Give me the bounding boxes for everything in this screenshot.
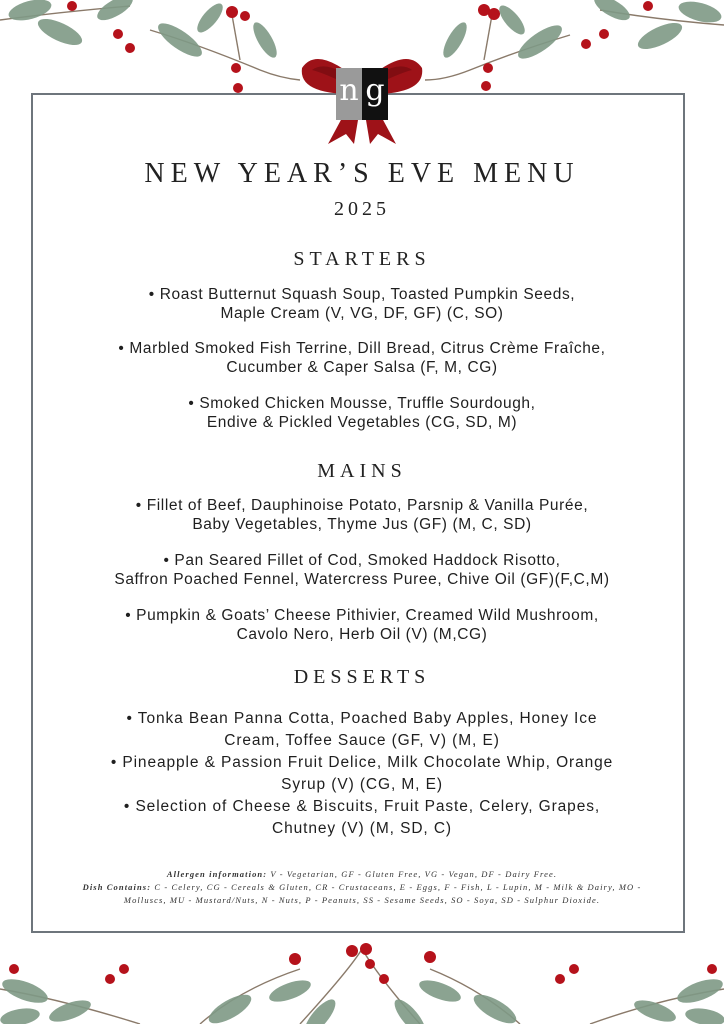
desserts-heading: DESSERTS [293,666,431,688]
allergen-information [60,868,664,907]
dessert-item [60,708,664,752]
item-line: Syrup (V) (CG, M, E) [281,776,443,793]
main-item [60,606,664,644]
dish-contains-text: C - Celery, CG - Cereals & Gluten, CR - Crustaceans, E - Eggs, F - Fish, L - Lupin, M - Milk & Dairy, MO - Molluscs, MU - Mustard/Nuts, N - Nuts, P - Peanuts, SS - Sesame Seeds, SO - Soya, SD - Sulphur Dioxide. [123,882,642,905]
starter-item [60,339,664,377]
main-item [60,496,664,534]
menu-title: NEW YEAR’S EVE MENU [144,158,580,189]
logo-letter-g: g [362,68,388,120]
dish-contains-line [60,881,664,907]
item-line: Baby Vegetables, Thyme Jus (GF) (M, C, SD) [192,516,532,533]
starters-heading: STARTERS [293,248,431,270]
item-line: Cavolo Nero, Herb Oil (V) (M,CG) [236,626,488,643]
ng-logo [336,68,388,120]
item-line: • Selection of Cheese & Biscuits, Fruit Paste, Celery, Grapes, [123,798,601,815]
item-line: Chutney (V) (M, SD, C) [272,820,452,837]
item-line: • Marbled Smoked Fish Terrine, Dill Bread, Citrus Crème Fraîche, [118,340,606,357]
item-line: Saffron Poached Fennel, Watercress Puree, Chive Oil (GF)(F,C,M) [114,571,610,588]
starter-item [60,285,664,323]
dessert-item [60,796,664,840]
item-line: Endive & Pickled Vegetables (CG, SD, M) [206,414,518,431]
bottom-foliage-decoration [0,929,724,1024]
item-line: • Tonka Bean Panna Cotta, Poached Baby Apples, Honey Ice [126,710,598,727]
allergen-text: V - Vegetarian, GF - Gluten Free, VG - Vegan, DF - Dairy Free. [267,869,558,879]
item-line: • Roast Butternut Squash Soup, Toasted Pumpkin Seeds, [148,286,576,303]
mains-heading: MAINS [317,460,407,482]
main-item [60,551,664,589]
logo-letter-n: n [336,68,362,120]
item-line: Cucumber & Caper Salsa (F, M, CG) [226,359,498,376]
item-line: • Smoked Chicken Mousse, Truffle Sourdough, [188,395,536,412]
starter-item [60,394,664,432]
item-line: Maple Cream (V, VG, DF, GF) (C, SO) [220,305,504,322]
allergen-label: Allergen information: [166,869,268,879]
item-line: • Pumpkin & Goats’ Cheese Pithivier, Creamed Wild Mushroom, [125,607,599,624]
item-line: • Fillet of Beef, Dauphinoise Potato, Parsnip & Vanilla Purée, [135,497,589,514]
dessert-item [60,752,664,796]
allergen-line [60,868,664,881]
dish-contains-label: Dish Contains: [82,882,152,892]
item-line: • Pineapple & Passion Fruit Delice, Milk Chocolate Whip, Orange [110,754,614,771]
menu-year: 2025 [334,198,390,220]
item-line: • Pan Seared Fillet of Cod, Smoked Haddock Risotto, [163,552,561,569]
item-line: Cream, Toffee Sauce (GF, V) (M, E) [224,732,500,749]
